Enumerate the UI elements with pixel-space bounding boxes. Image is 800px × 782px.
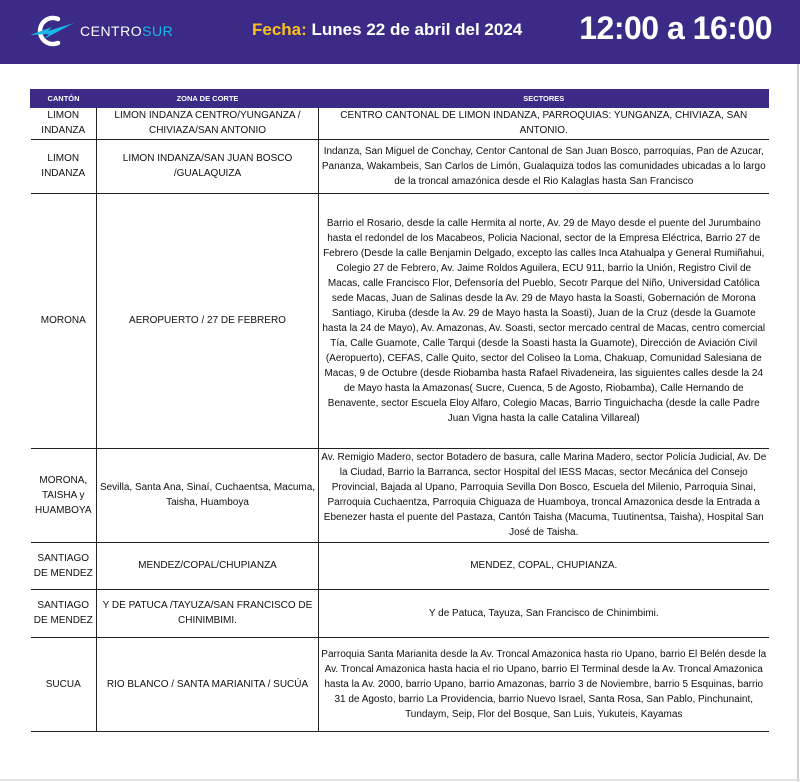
centrosur-logo-icon [30, 14, 80, 48]
canton-cell: MORONA, TAISHA y HUAMBOYA [31, 448, 97, 542]
zona-cell: LIMON INDANZA CENTRO/YUNGANZA / CHIVIAZA/SAN ANTONIO [97, 108, 319, 139]
header-zona: ZONA DE CORTE [97, 89, 319, 108]
logo-text-centro: CENTRO [80, 23, 143, 39]
time-range: 12:00 a 16:00 [579, 10, 772, 46]
sectores-cell: Barrio el Rosario, desde la calle Hermita al norte, Av. 29 de Mayo desde el puente del Jurumbaino hasta el redondel de los Macabeos, Policia Nacional, sector de la Empresa Eléctrica, Barrio 27 de Febrero (Desde la calle Benjamin Delgado, excepto las calles Inca Atahualpa y General Rumiñahui, Colegio 27 de Febrero, Av. Jaime Roldos Aguilera, ECU 911, barrio la Unión, Registro Civil de Macas, calle Francisco Flor, Defensoría del Pueblo, Secotr Parque del Niño, Universidad Católica sede Macas, Juan de Salinas desde la Av. 29 de Mayo hasta la Soasti, Gobernación de Morona Santiago, Kiruba (desde la Av. 29 de Mayo hasta la Soasti), Juan de la Cruz (desde la Guamote hasta la 24 de Mayo), Av. Amazonas, Av. Soasti, sector mercado central de Macas, centro comercial Tía, Calle Guamote, Calle Tarqui (desde la Soasti hasta la Guamote), Dirección de Aviación Civil (Aeropuerto), CEFAS, Calle Quito, sector del Coliseo la Loma, Chakuap, Comunidad Salesiana de Macas, 9 de Octubre (desde Riobamba hasta Rafael Rivadeneira, las siguientes calles desde la 24 de Mayo hasta la Amazonas( Sucre, Cuenca, 5 de Agosto, Riobamba), Calle Hernando de Benavente, sector Escuela Eloy Alfaro, Colegio Macas, Barrio Tinguichacha (desde la calle Padre Juan Vigna hasta la calle Catalina Villareal) [319, 193, 769, 448]
table-row [31, 589, 769, 637]
page-bottom-rule [0, 779, 800, 781]
fecha-value: Lunes 22 de abril del 2024 [311, 20, 523, 39]
cortes-table [30, 89, 769, 732]
sectores-cell: Av. Remigio Madero, sector Botadero de basura, calle Marina Madero, sector Policía Judicial, Av. De la Ciudad, Barrio la Barranca, sector Hospital del IESS Macas, sector Mecánica del Consejo Provincial, Bajada al Upano, Parroquia Sevilla Don Bosco, Escuela del Milenio, Parroquia Sinai, Parroquia Cuchaentza, Parroquia Chiguaza de Huamboya, troncal Amazonica desde la Entrada a Ebenezer hasta el puente del Pastaza, Cantón Taisha (Macuma, Tuutinentsa, Taisha), Hospital San José de Taisha. [319, 448, 769, 542]
table-row [31, 637, 769, 731]
header-canton: CANTÓN [31, 89, 97, 108]
table-row [31, 108, 769, 139]
canton-cell: SANTIAGO DE MENDEZ [31, 589, 97, 637]
header-sectores: SECTORES [319, 89, 769, 108]
centrosur-logo [30, 14, 200, 48]
table-row [31, 448, 769, 542]
canton-cell: LIMON INDANZA [31, 108, 97, 139]
sectores-cell: MENDEZ, COPAL, CHUPIANZA. [319, 542, 769, 589]
logo-text-sur: SUR [142, 23, 174, 39]
header-banner [0, 0, 800, 64]
canton-cell: MORONA [31, 193, 97, 448]
sectores-cell: Indanza, San Miguel de Conchay, Centor Cantonal de San Juan Bosco, parroquias, Pan de Azucar, Pananza, Wakambeis, San Carlos de Limón, Gualaquiza todos las comunidades ubicadas a lo largo de la troncal amazónica desde el Rio Kalaglas hasta San Francisco [319, 139, 769, 193]
canton-cell: LIMON INDANZA [31, 139, 97, 193]
zona-cell: MENDEZ/COPAL/CHUPIANZA [97, 542, 319, 589]
logo-text [80, 23, 173, 39]
zona-cell: Y DE PATUCA /TAYUZA/SAN FRANCISCO DE CHINIMBIMI. [97, 589, 319, 637]
table-header [31, 89, 769, 108]
zona-cell: AEROPUERTO / 27 DE FEBRERO [97, 193, 319, 448]
zona-cell: Sevilla, Santa Ana, Sinaí, Cuchaentsa, Macuma, Taisha, Huamboya [97, 448, 319, 542]
table-row [31, 139, 769, 193]
sectores-cell: Parroquia Santa Marianita desde la Av. Troncal Amazonica hasta rio Upano, barrio El Belén desde la Av. Troncal Amazonica hasta hacia el rio Upano, barrio El Terminal desde la Av. Troncal Amazonica hasta la Av. 2000, barrio Upano, barrio Amazonas, barrio 3 de Noviembre, barrio 5 Esquinas, barrio 31 de Agosto, barrio La Providencia, barrio Nuevo Israel, Santa Rosa, San Pablo, Pinchunaint, Tundaym, Seip, Flor del Bosque, San Luis, Yukuteis, Kayamas [319, 637, 769, 731]
table-row [31, 193, 769, 448]
fecha [252, 20, 522, 40]
sectores-cell: CENTRO CANTONAL DE LIMON INDANZA, PARROQUIAS: YUNGANZA, CHIVIAZA, SAN ANTONIO. [319, 108, 769, 139]
zona-cell: LIMON INDANZA/SAN JUAN BOSCO /GUALAQUIZA [97, 139, 319, 193]
canton-cell: SANTIAGO DE MENDEZ [31, 542, 97, 589]
sectores-cell: Y de Patuca, Tayuza, San Francisco de Chinimbimi. [319, 589, 769, 637]
canton-cell: SUCUA [31, 637, 97, 731]
fecha-label: Fecha: [252, 20, 307, 39]
zona-cell: RIO BLANCO / SANTA MARIANITA / SUCÚA [97, 637, 319, 731]
page-edge-rule [797, 64, 799, 782]
table-row [31, 542, 769, 589]
